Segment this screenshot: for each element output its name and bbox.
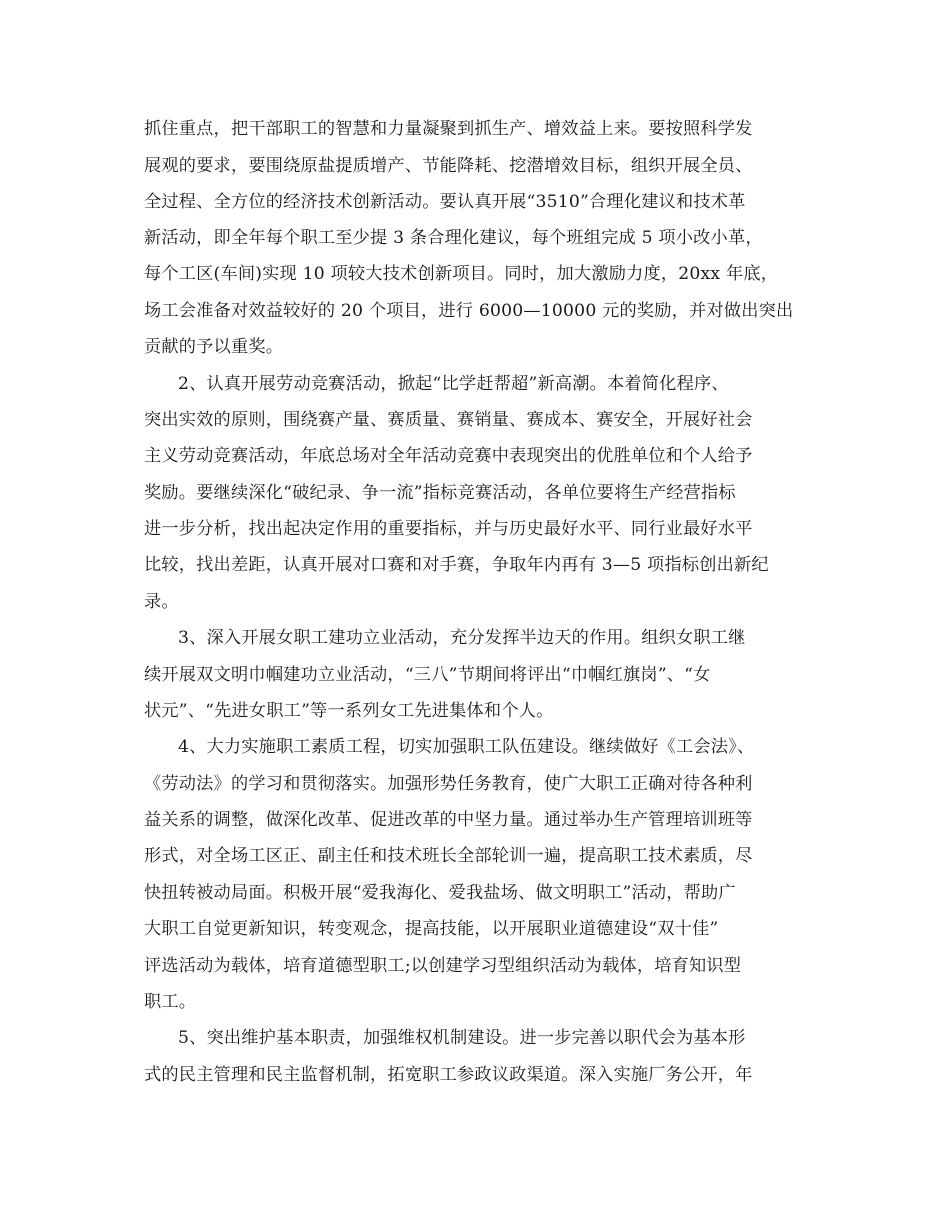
text-line: 评选活动为载体，培育道德型职工;以创建学习型组织活动为载体，培育知识型 [144, 956, 742, 976]
text-line: 贡献的予以重奖。 [144, 337, 284, 357]
text-line: 录。 [144, 592, 179, 612]
text-line: 每个工区(车间)实现 10 项较大技术创新项目。同时，加大激励力度，20xx 年底， [144, 264, 779, 284]
paragraph-start-line: 5、突出维护基本职责，加强维权机制建设。进一步完善以职代会为基本形 [178, 1028, 746, 1048]
text-line: 大职工自觉更新知识，转变观念，提高技能，以开展职业道德建设“双十佳” [144, 919, 719, 939]
text-line: 突出实效的原则，围绕赛产量、赛质量、赛销量、赛成本、赛安全，开展好社会 [144, 410, 753, 430]
text-line: 进一步分析，找出起决定作用的重要指标，并与历史最好水平、同行业最好水平 [144, 519, 753, 539]
text-line: 续开展双文明巾帼建功立业活动，“三八”节期间将评出“巾帼红旗岗”、“女 [144, 665, 711, 685]
text-line: 展观的要求，要围绕原盐提质增产、节能降耗、挖潜增效目标，组织开展全员、 [144, 156, 753, 176]
text-line: 新活动，即全年每个职工至少提 3 条合理化建议，每个班组完成 5 项小改小革， [144, 228, 763, 248]
text-line: 职工。 [144, 992, 197, 1012]
paragraph-start-line: 3、深入开展女职工建功立业活动，充分发挥半边天的作用。组织女职工继 [178, 628, 746, 648]
text-line: 快扭转被动局面。积极开展“爱我海化、爱我盐场、做文明职工”活动，帮助广 [144, 883, 736, 903]
paragraph-start-line: 4、大力实施职工素质工程，切实加强职工队伍建设。继续做好《工会法》、 [178, 737, 755, 757]
text-line: 比较，找出差距，认真开展对口赛和对手赛，争取年内再有 3—5 项指标创出新纪 [144, 555, 769, 575]
text-line: 《劳动法》的学习和贯彻落实。加强形势任务教育，使广大职工正确对待各种利 [144, 774, 753, 794]
paragraph-start-line: 2、认真开展劳动竞赛活动，掀起“比学赶帮超”新高潮。本着简化程序、 [178, 374, 729, 394]
text-line: 主义劳动竞赛活动，年底总场对全年活动竞赛中表现突出的优胜单位和个人给予 [144, 446, 753, 466]
text-line: 益关系的调整，做深化改革、促进改革的中坚力量。通过举办生产管理培训班等 [144, 810, 753, 830]
text-line: 式的民主管理和民主监督机制，拓宽职工参政议政渠道。深入实施厂务公开，年 [144, 1065, 753, 1085]
text-line: 全过程、全方位的经济技术创新活动。要认真开展“3510”合理化建议和技术革 [144, 192, 746, 212]
text-line: 形式，对全场工区正、副主任和技术班长全部轮训一遍，提高职工技术素质，尽 [144, 846, 753, 866]
text-line: 状元”、“先进女职工”等一系列女工先进集体和个人。 [144, 701, 554, 721]
text-line: 抓住重点，把干部职工的智慧和力量凝聚到抓生产、增效益上来。要按照科学发 [144, 119, 753, 139]
text-line: 场工会准备对效益较好的 20 个项目，进行 6000—10000 元的奖励，并对做出突出 [144, 301, 794, 321]
text-line: 奖励。要继续深化“破纪录、争一流”指标竞赛活动，各单位要将生产经营指标 [144, 483, 736, 503]
